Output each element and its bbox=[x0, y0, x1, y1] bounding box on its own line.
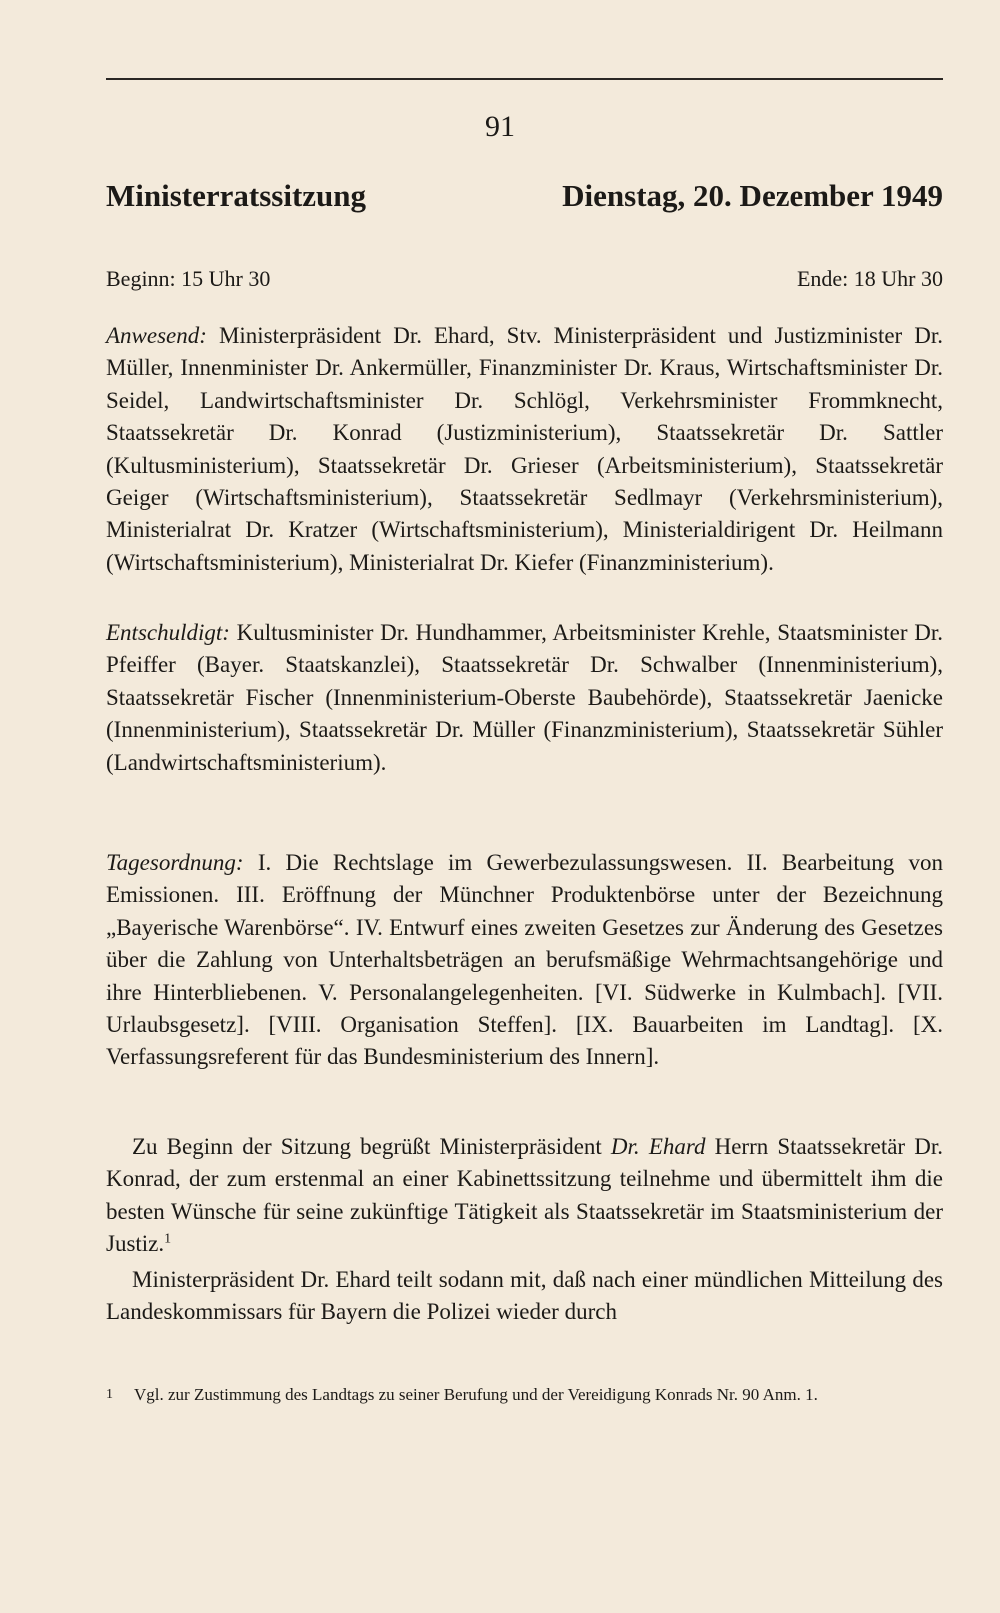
body-paragraph-2: Ministerpräsident Dr. Ehard teilt sodann mit, daß nach einer mündlichen Mitteilung des Landeskommissars für Bayern die Polizei wieder durch bbox=[106, 1267, 943, 1325]
excused-paragraph bbox=[106, 617, 943, 779]
speaker-name: Dr. Ehard bbox=[610, 1134, 706, 1159]
footnote-ref: 1 bbox=[164, 1231, 172, 1247]
attendees-paragraph bbox=[106, 320, 943, 579]
agenda-paragraph bbox=[106, 847, 943, 1074]
session-times bbox=[106, 266, 943, 292]
attendees-label: Anwesend: bbox=[106, 323, 207, 348]
footnote bbox=[106, 1383, 943, 1407]
attendees-text: Ministerpräsident Dr. Ehard, Stv. Ministerpräsident und Justizminister Dr. Müller, Innenminister Dr. Ankermüller, Finanzminister Dr. Kraus, Wirtschaftsminister Dr. Seidel, Landwirtschaftsminister Dr. Schlögl, Verkehrsminister Frommknecht, Staatssekretär Dr. Konrad (Justizministerium), Staatssekretär Dr. Sattler (Kultusministerium), Staatssekretär Dr. Grieser (Arbeitsministerium), Staatssekretär Geiger (Wirtschaftsministerium), Staatssekretär Sedlmayr (Verkehrsministerium), Ministerialrat Dr. Kratzer (Wirtschaftsministerium), Ministerialdirigent Dr. Heilmann (Wirtschaftsministerium), Ministerialrat Dr. Kiefer (Finanzministerium). bbox=[106, 323, 943, 575]
excused-text: Kultusminister Dr. Hundhammer, Arbeitsminister Krehle, Staatsminister Dr. Pfeiffer (Bayer. Staatskanzlei), Staatssekretär Dr. Schwalber (Innenministerium), Staatssekretär Fischer (Innenministerium-Oberste Baubehörde), Staatssekretär Jaenicke (Innenministerium), Staatssekretär Dr. Müller (Finanzministerium), Staatssekretär Sühler (Landwirtschaftsministerium). bbox=[106, 620, 943, 775]
footnote-mark: 1 bbox=[106, 1387, 113, 1402]
session-title: Ministerratssitzung bbox=[106, 178, 367, 213]
body-paragraph-1: Zu Beginn der Sitzung begrüßt Ministerpräsident Dr. Ehard Herrn Staatssekretär Dr. Konrad, der zum erstenmal an einer Kabinettssitzung teilnehme und übermittelt ihm die besten Wünsche für seine zukünftige Tätigkeit als Staatssekretär im Staatsministerium der Justiz.$^1$ bbox=[106, 1134, 943, 1257]
agenda-label: Tagesordnung: bbox=[106, 850, 244, 875]
begin-time: Beginn: 15 Uhr 30 bbox=[106, 266, 271, 291]
end-time: Ende: 18 Uhr 30 bbox=[796, 266, 943, 291]
agenda-text: I. Die Rechtslage im Gewerbezulassungswesen. II. Bearbeitung von Emissionen. III. Eröffnung der Münchner Produktenbörse unter der Bezeichnung „Bayerische Warenbörse“. IV. Entwurf eines zweiten Gesetzes zur Änderung des Gesetzes über die Zahlung von Unterhaltsbeträgen an berufsmäßige Wehrmachtsangehörige und ihre Hinterbliebenen. V. Personalangelegenheiten. [VI. Südwerke in Kulmbach]. [VII. Urlaubsgesetz]. [VIII. Organisation Steffen]. [IX. Bauarbeiten im Landtag]. [X. Verfassungsreferent für das Bundesministerium des Innern]. bbox=[106, 850, 943, 1070]
excused-label: Entschuldigt: bbox=[106, 620, 230, 645]
session-date: Dienstag, 20. Dezember 1949 bbox=[562, 178, 943, 213]
top-rule bbox=[106, 78, 943, 80]
footnote-text: Vgl. zur Zustimmung des Landtags zu seiner Berufung und der Vereidigung Konrads Nr. 90 Anm. 1. bbox=[134, 1385, 818, 1404]
session-heading bbox=[106, 178, 943, 214]
page-number: 91 bbox=[485, 110, 515, 143]
